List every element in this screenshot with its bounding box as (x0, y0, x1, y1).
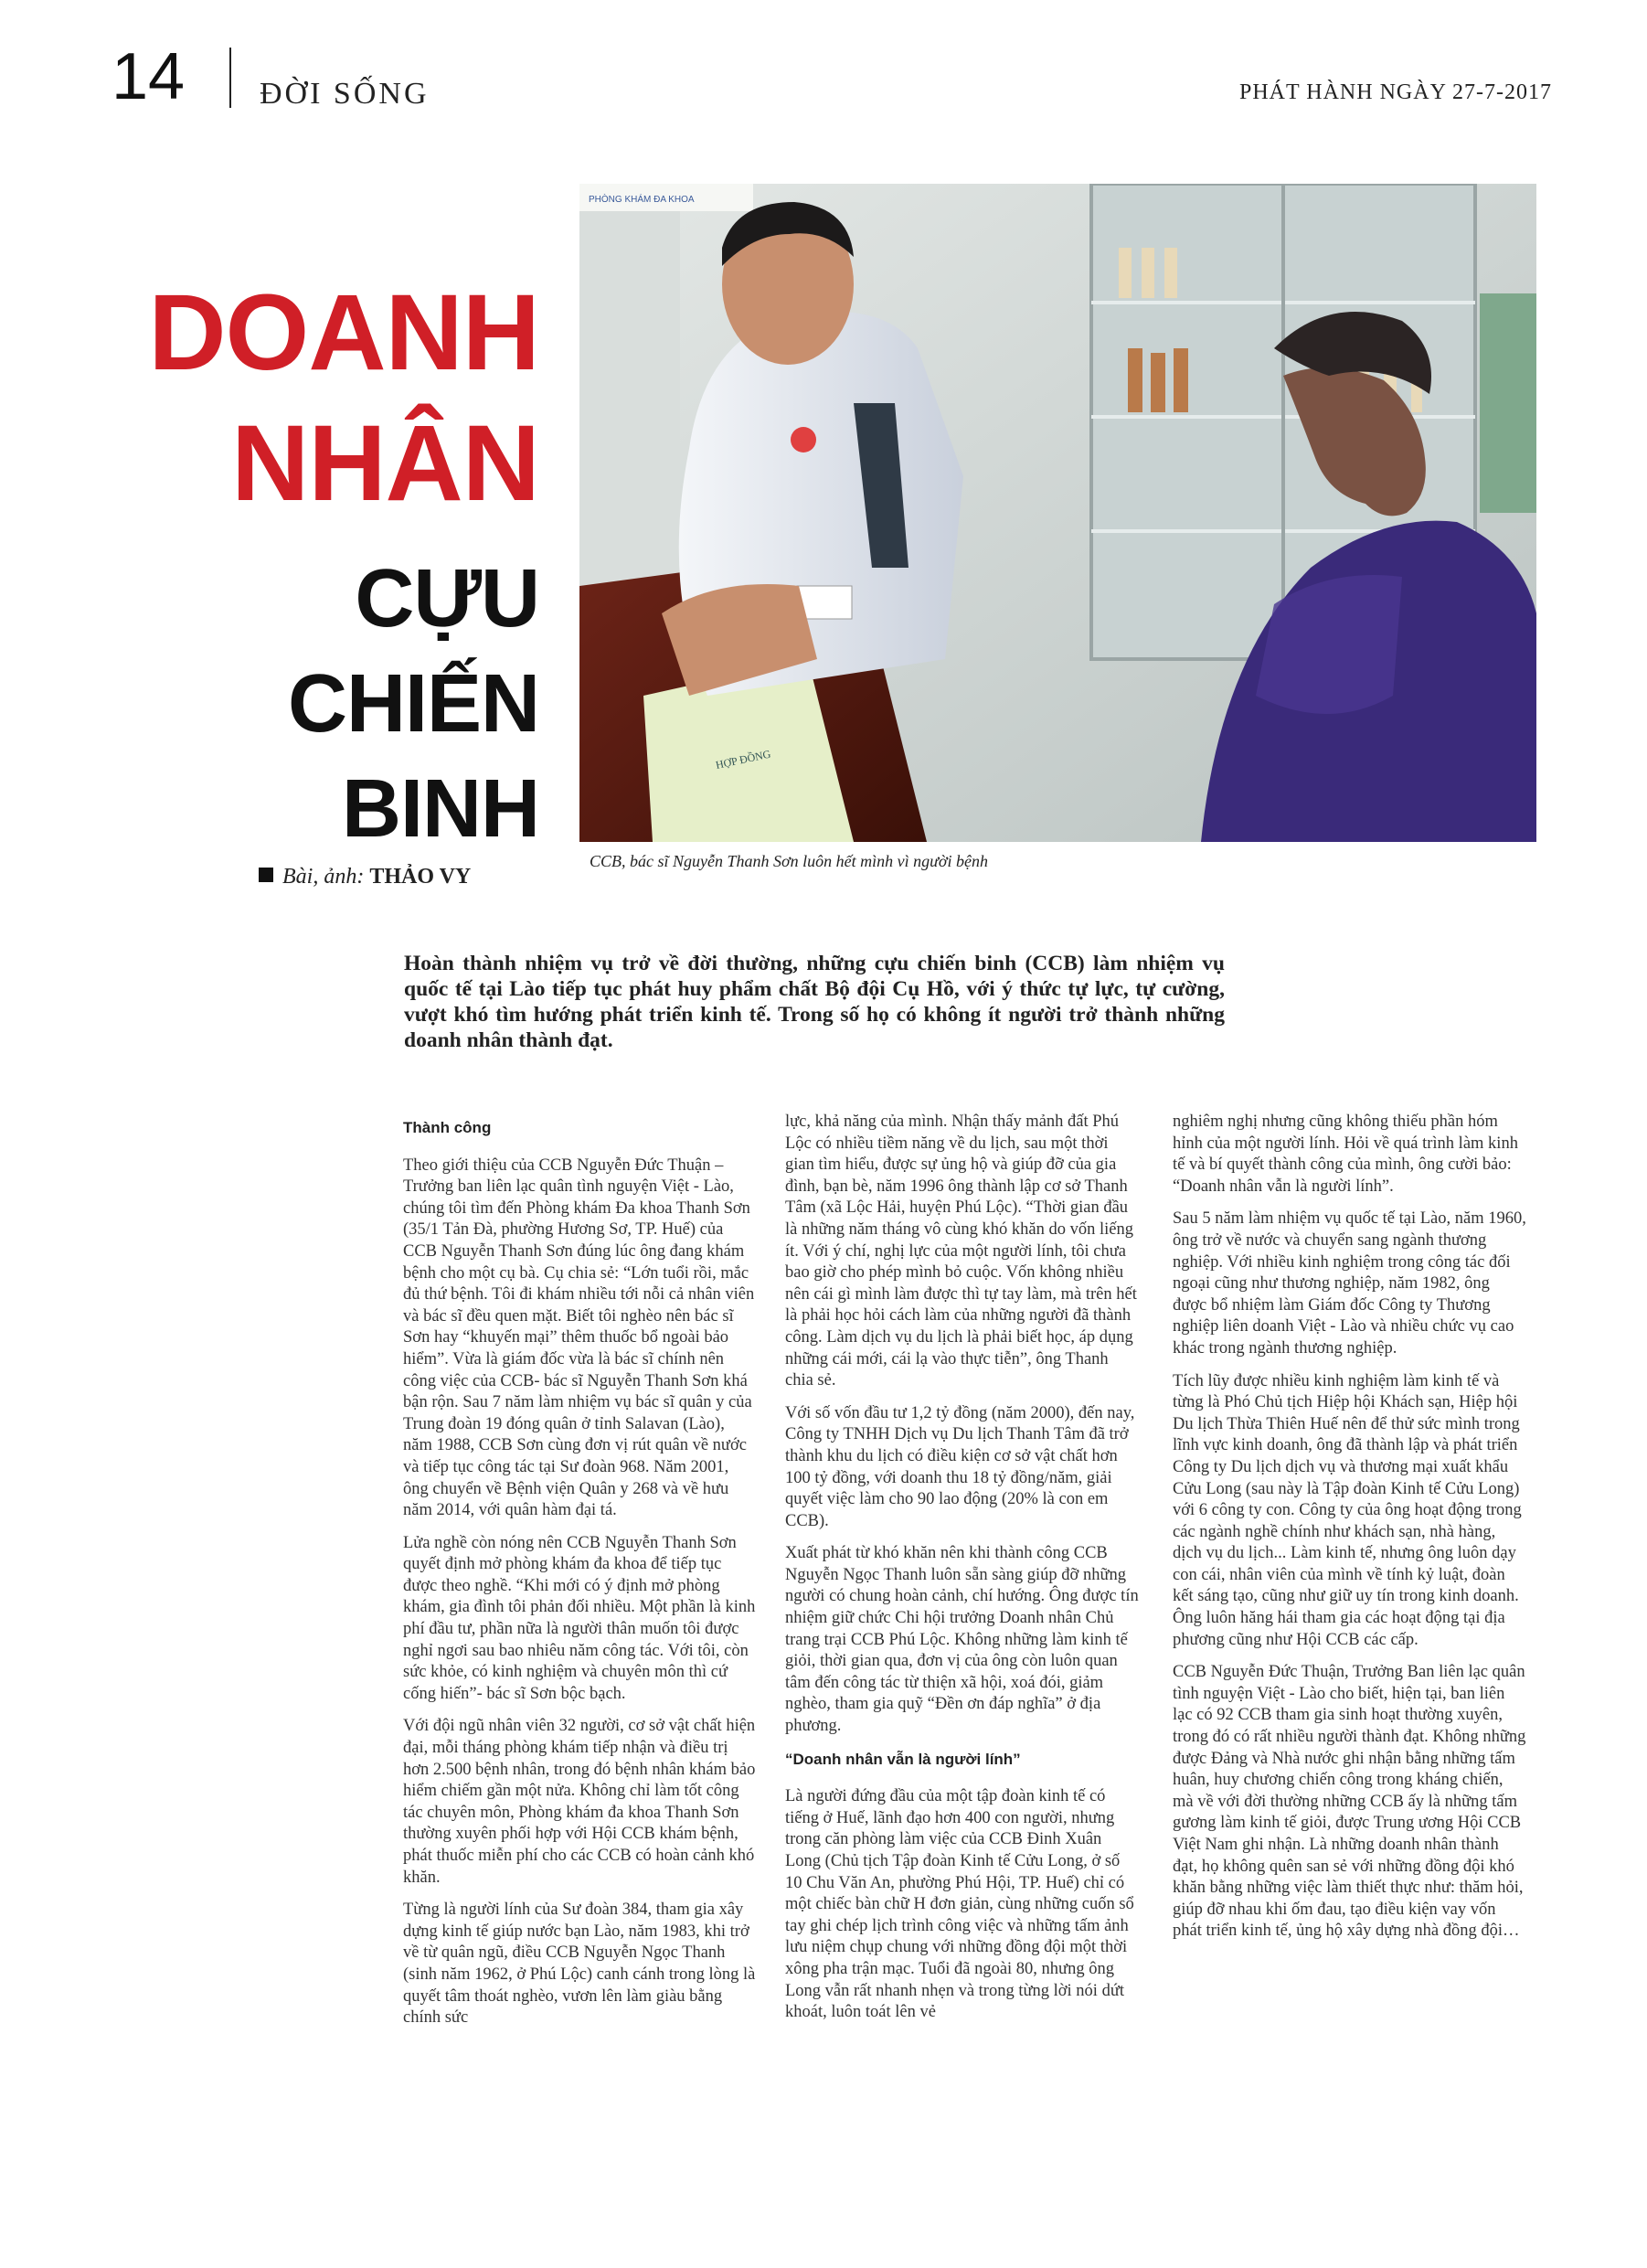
paragraph: Tích lũy được nhiều kinh nghiệm làm kinh tế và từng là Phó Chủ tịch Hiệp hội Khách sạn, Hiệp hội Du lịch Thừa Thiên Huế nên để thử sức mình trong lĩnh vực kinh doanh, ông đã thành lập và phát triển Công ty Du lịch dịch vụ và thương mại xuất khẩu Cửu Long (sau này là Tập đoàn Kinh tế Cửu Long) với 6 công ty con. Công ty của ông hoạt động trong các ngành nghề chính như khách sạn, nhà hàng, dịch vụ du lịch... Làm kinh tế, nhưng ông luôn dạy con cái, nhân viên của mình về tính kỷ luật, đoàn kết sáng tạo, cũng như giữ uy tín trong kinh doanh. Ông luôn hăng hái tham gia các hoạt động tại địa phương cũng như Hội CCB các cấp. (1173, 1371, 1522, 1649)
byline (259, 865, 471, 889)
paragraph: Từng là người lính của Sư đoàn 384, tham gia xây dựng kinh tế giúp nước bạn Lào, năm 1983, khi trở về từ quân ngũ, điều CCB Nguyễn Ngọc Thanh (sinh năm 1962, ở Phú Lộc) canh cánh trong lòng là quyết tâm thoát nghèo, vươn lên làm giàu bằng chính sức (403, 1901, 756, 2028)
header-divider (229, 48, 231, 108)
subhead-thanh-cong: Thành công (403, 1119, 492, 1136)
article-column-3 (1173, 1112, 1527, 1954)
headline-line-3: CỰU (355, 553, 539, 644)
article-column-1 (403, 1112, 758, 2040)
folder-text: HỢP ĐỒNG (714, 747, 772, 772)
page-header (0, 0, 1647, 128)
paragraph: Sau 5 năm làm nhiệm vụ quốc tế tại Lào, năm 1960, ông trở về nước và chuyển sang ngành thương nghiệp. Với nhiều kinh nghiệm trong công tác đối ngoại cũng như thương nghiệp, năm 1982, ông được bổ nhiệm làm Giám đốc Công ty Thương nghiệp liên doanh Việt - Lào và nhiều chức vụ cao khác trong ngành thương nghiệp. (1173, 1209, 1526, 1358)
article-photo (579, 184, 1536, 842)
paragraph: Lửa nghề còn nóng nên CCB Nguyễn Thanh Sơn quyết định mở phòng khám đa khoa để tiếp tục được theo nghề. “Khi mới có ý định mở phòng khám, gia đình tôi phản đối nhiều. Một phần là kinh phí đầu tư, phần nữa là người thân muốn tôi được nghỉ ngơi sau bao nhiêu năm công tác. Với tôi, còn sức khỏe, có kinh nghiệm và chuyên môn thì cứ cống hiến”- bác sĩ Sơn bộc bạch. (403, 1533, 756, 1703)
headline-line-2: NHÂN (231, 403, 539, 524)
paragraph: Xuất phát từ khó khăn nên khi thành công CCB Nguyễn Ngọc Thanh luôn sẵn sàng giúp đỡ những người có chung hoàn cảnh, chí hướng. Ông được tín nhiệm giữ chức Chi hội trưởng Doanh nhân Chủ trang trại CCB Phú Lộc. Không những làm kinh tế giỏi, thời gian qua, đơn vị của ông còn luôn quan tâm đến công tác từ thiện xã hội, xoá đói, giảm nghèo, tham gia quỹ “Đền ơn đáp nghĩa” ở địa phương. (785, 1544, 1139, 1736)
paragraph: CCB Nguyễn Đức Thuận, Trưởng Ban liên lạc quân tình nguyện Việt - Lào cho biết, hiện tại, ban liên lạc có 92 CCB tham gia sinh hoạt thường xuyên, trong đó có rất nhiều người thành đạt. Không những được Đảng và Nhà nước ghi nhận bằng những tấm huân, huy chương chiến công trong kháng chiến, mà về với đời thường những CCB ấy là những tấm gương làm kinh tế giỏi, được Trung ương Hội CCB Việt Nam ghi nhận. Là những doanh nhân thành đạt, họ không quên san sẻ với những đồng đội khó khăn bằng những việc làm thiết thực như: thăm hỏi, giúp đỡ nhau khi ốm đau, tạo điều kiện vay vốn phát triển kinh tế, ủng hộ xây dựng nhà đồng đội… (1173, 1663, 1526, 1941)
paragraph: Với đội ngũ nhân viên 32 người, cơ sở vật chất hiện đại, mỗi tháng phòng khám tiếp nhận và điều trị hơn 2.500 bệnh nhân, trong đó bệnh nhân khám bảo hiểm chiếm gần một nửa. Không chỉ làm tốt công tác chuyên môn, Phòng khám đa khoa Thanh Sơn thường xuyên phối hợp với Hội CCB khám bệnh, phát thuốc miễn phí cho các CCB có hoàn cảnh khó khăn. (403, 1717, 756, 1887)
subhead-doanh-nhan: “Doanh nhân vẫn là người lính” (785, 1750, 1021, 1768)
photo-caption: CCB, bác sĩ Nguyễn Thanh Sơn luôn hết mình vì người bệnh (590, 852, 988, 870)
bullet-square-icon (259, 868, 273, 882)
wall-sign-text: PHÒNG KHÁM ĐA KHOA (589, 195, 695, 205)
byline-author: THẢO VY (369, 865, 472, 889)
paragraph: nghiêm nghị nhưng cũng không thiếu phần hóm hỉnh của một người lính. Hỏi về quá trình làm kinh tế và bí quyết thành công của mình, ông cười bảo: “Doanh nhân vẫn là người lính”. (1173, 1113, 1518, 1196)
issue-date: PHÁT HÀNH NGÀY 27-7-2017 (1239, 80, 1552, 104)
article-column-2 (785, 1112, 1140, 2035)
section-name: ĐỜI SỐNG (260, 77, 430, 111)
paragraph: Là người đứng đầu của một tập đoàn kinh tế có tiếng ở Huế, lãnh đạo hơn 400 con người, nhưng trong căn phòng làm việc của CCB Đinh Xuân Long (Chủ tịch Tập đoàn Kinh tế Cửu Long, ở số 10 Chu Văn An, phường Phú Hội, TP. Huế) chỉ có một chiếc bàn chữ H đơn giản, cùng những cuốn sổ tay ghi chép lịch trình công việc và những tấm ảnh lưu niệm chụp chung với những đồng đội một thời xông pha trận mạc. Tuổi đã ngoài 80, nhưng ông Long vẫn rất nhanh nhẹn và trong từng lời nói dứt khoát, luôn toát lên vẻ (785, 1787, 1134, 2022)
page-number: 14 (112, 40, 186, 113)
headline-line-1: DOANH (148, 272, 539, 393)
byline-label: Bài, ảnh: (282, 865, 365, 889)
photo-illustration (579, 184, 1536, 842)
headline-line-4: CHIẾN (287, 658, 539, 750)
paragraph: Với số vốn đầu tư 1,2 tỷ đồng (năm 2000), đến nay, Công ty TNHH Dịch vụ Du lịch Thanh Tâm đã trở thành khu du lịch có điều kiện cơ sở vật chất hơn 100 tỷ đồng, với doanh thu 18 tỷ đồng/năm, giải quyết việc làm cho 90 lao động (20% là con em CCB). (785, 1403, 1135, 1530)
paragraph: Theo giới thiệu của CCB Nguyễn Đức Thuận – Trưởng ban liên lạc quân tình nguyện Việt - Lào, chúng tôi tìm đến Phòng khám Đa khoa Thanh Sơn (35/1 Tản Đà, phường Hương Sơ, TP. Huế) của CCB Nguyễn Thanh Sơn đúng lúc ông đang khám bệnh cho một cụ bà. Cụ chia sẻ: “Lớn tuổi rồi, mắc đủ thứ bệnh. Tôi đi khám nhiều tới nỗi cả nhân viên và bác sĩ đều quen mặt. Biết tôi nghèo nên bác sĩ Sơn hay “khuyến mại” thêm thuốc bổ ngoài bảo hiểm”. Vừa là giám đốc vừa là bác sĩ chính nên công việc của CCB- bác sĩ Nguyễn Thanh Sơn khá bận rộn. Sau 7 năm làm nhiệm vụ bác sĩ quân y của Trung đoàn 19 đóng quân ở tỉnh Salavan (Lào), năm 1988, CCB Sơn cùng đơn vị rút quân về nước và tiếp tục công tác tại Sư đoàn 968. Năm 2001, ông chuyển về Bệnh viện Quân y 268 và về hưu năm 2014, với quân hàm đại tá. (403, 1155, 755, 1520)
paragraph: lực, khả năng của mình. Nhận thấy mảnh đất Phú Lộc có nhiều tiềm năng về du lịch, sau một thời gian tìm hiểu, được sự ủng hộ và giúp đỡ của gia đình, bạn bè, năm 1996 ông thành lập cơ sở Thanh Tâm (xã Lộc Hải, huyện Phú Lộc). “Thời gian đầu là những năm tháng vô cùng khó khăn do vốn liếng ít. Với ý chí, nghị lực của một người lính, tôi chưa bao giờ cho phép mình bỏ cuộc. Vốn không nhiều nên cái gì mình làm được thì tự tay làm, mà trên hết là phải học hỏi cách làm của những người đã thành công. Làm dịch vụ du lịch là phải biết học, áp dụng những cái mới, cái lạ vào thực tiễn”, ông Thanh chia sẻ. (785, 1113, 1137, 1390)
headline-line-5: BINH (342, 763, 539, 855)
lead-paragraph: Hoàn thành nhiệm vụ trở về đời thường, những cựu chiến binh (CCB) làm nhiệm vụ quốc tế tại Lào tiếp tục phát huy phẩm chất Bộ đội Cụ Hồ, với ý thức tự lực, tự cường, vượt khó tìm hướng phát triển kinh tế. Trong số họ có không ít người trở thành những doanh nhân thành đạt. (404, 952, 1225, 1052)
